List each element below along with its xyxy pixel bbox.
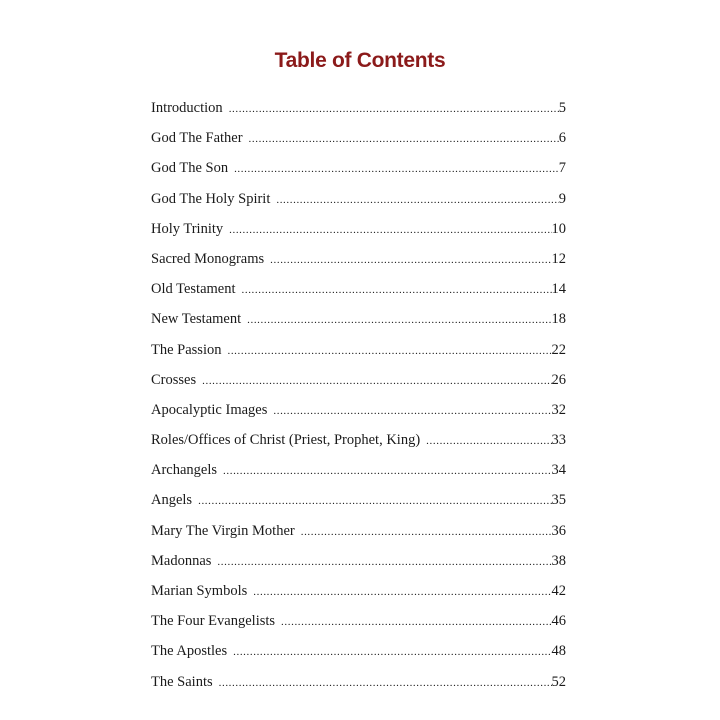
toc-entry-page-number: 5 bbox=[558, 100, 566, 116]
toc-entry-page-number: 36 bbox=[551, 522, 566, 539]
toc-leader-dots bbox=[270, 248, 551, 272]
toc-leader-dots bbox=[249, 127, 559, 151]
toc-entry bbox=[151, 96, 566, 126]
toc-entry-page-number: 14 bbox=[551, 281, 566, 298]
toc-leader-dots bbox=[233, 640, 551, 664]
toc-entry bbox=[151, 428, 566, 458]
toc-entry-page-number: 6 bbox=[558, 130, 566, 147]
toc-leader-dots bbox=[227, 339, 551, 363]
toc-leader-dots bbox=[301, 520, 552, 544]
toc-entry-label: God The Holy Spirit bbox=[151, 190, 271, 207]
toc-entry bbox=[151, 126, 566, 156]
toc-entry bbox=[151, 579, 566, 609]
toc-entry bbox=[151, 458, 566, 488]
toc-entry bbox=[151, 338, 566, 368]
toc-entry-label: God The Father bbox=[151, 130, 243, 147]
toc-entry bbox=[151, 156, 566, 186]
toc-entry bbox=[151, 519, 566, 549]
toc-leader-dots bbox=[242, 278, 552, 302]
toc-entry-page-number: 42 bbox=[551, 583, 566, 599]
toc-leader-dots bbox=[229, 218, 551, 242]
toc-entry bbox=[151, 609, 566, 639]
toc-leader-dots bbox=[273, 399, 551, 423]
toc-entry-label: Archangels bbox=[151, 462, 218, 479]
toc-entry-page-number: 10 bbox=[551, 220, 566, 237]
toc-entry-label: Marian Symbols bbox=[151, 583, 248, 599]
toc-leader-dots bbox=[426, 429, 551, 453]
toc-entry-page-number: 18 bbox=[551, 311, 566, 328]
toc-entry-label: God The Son bbox=[151, 160, 229, 177]
toc-leader-dots bbox=[217, 550, 551, 574]
toc-leader-dots bbox=[229, 97, 559, 121]
toc-entry-label: The Passion bbox=[151, 341, 222, 358]
toc-entry-label: The Saints bbox=[151, 673, 213, 690]
toc-leader-dots bbox=[202, 369, 551, 393]
toc-entry-label: Introduction bbox=[151, 100, 223, 116]
toc-entry-page-number: 52 bbox=[551, 673, 566, 690]
toc-leader-dots bbox=[234, 157, 559, 181]
toc-entry-label: Roles/Offices of Christ (Priest, Prophet, King) bbox=[151, 432, 421, 449]
toc-leader-dots bbox=[223, 459, 551, 483]
toc-entry-page-number: 46 bbox=[551, 613, 566, 630]
toc-entry-page-number: 7 bbox=[558, 160, 566, 177]
toc-entry bbox=[151, 549, 566, 579]
toc-entry-page-number: 12 bbox=[551, 250, 566, 267]
toc-entry-label: The Apostles bbox=[151, 643, 228, 660]
toc-leader-dots bbox=[198, 489, 551, 513]
toc-entry bbox=[151, 277, 566, 307]
toc-entry-page-number: 32 bbox=[551, 401, 566, 418]
page-title: Table of Contents bbox=[274, 49, 446, 72]
toc-entry-label: Holy Trinity bbox=[151, 220, 224, 237]
table-of-contents bbox=[151, 96, 566, 700]
toc-entry bbox=[151, 398, 566, 428]
toc-entry bbox=[151, 670, 566, 700]
toc-leader-dots bbox=[281, 610, 551, 634]
toc-entry-label: Crosses bbox=[151, 371, 197, 388]
toc-entry bbox=[151, 217, 566, 247]
toc-entry-page-number: 38 bbox=[551, 552, 566, 569]
toc-leader-dots bbox=[276, 188, 558, 212]
toc-leader-dots bbox=[253, 580, 551, 604]
toc-leader-dots bbox=[219, 671, 552, 695]
toc-entry bbox=[151, 488, 566, 518]
toc-entry-label: Angels bbox=[151, 492, 193, 509]
toc-entry-page-number: 33 bbox=[551, 432, 566, 449]
toc-entry-label: New Testament bbox=[151, 311, 242, 328]
toc-entry-label: Mary The Virgin Mother bbox=[151, 522, 295, 539]
toc-entry-label: Old Testament bbox=[151, 281, 236, 298]
toc-entry bbox=[151, 368, 566, 398]
toc-entry-page-number: 48 bbox=[551, 643, 566, 660]
toc-entry-page-number: 35 bbox=[551, 492, 566, 509]
toc-entry-label: Apocalyptic Images bbox=[151, 401, 268, 418]
toc-entry bbox=[151, 639, 566, 669]
toc-entry bbox=[151, 307, 566, 337]
toc-entry-label: Madonnas bbox=[151, 552, 212, 569]
toc-entry-page-number: 34 bbox=[551, 462, 566, 479]
toc-leader-dots bbox=[247, 308, 551, 332]
toc-entry-label: Sacred Monograms bbox=[151, 250, 265, 267]
toc-entry bbox=[151, 187, 566, 217]
toc-entry-page-number: 22 bbox=[551, 341, 566, 358]
toc-entry bbox=[151, 247, 566, 277]
toc-entry-label: The Four Evangelists bbox=[151, 613, 276, 630]
toc-entry-page-number: 9 bbox=[558, 190, 566, 207]
toc-entry-page-number: 26 bbox=[551, 371, 566, 388]
